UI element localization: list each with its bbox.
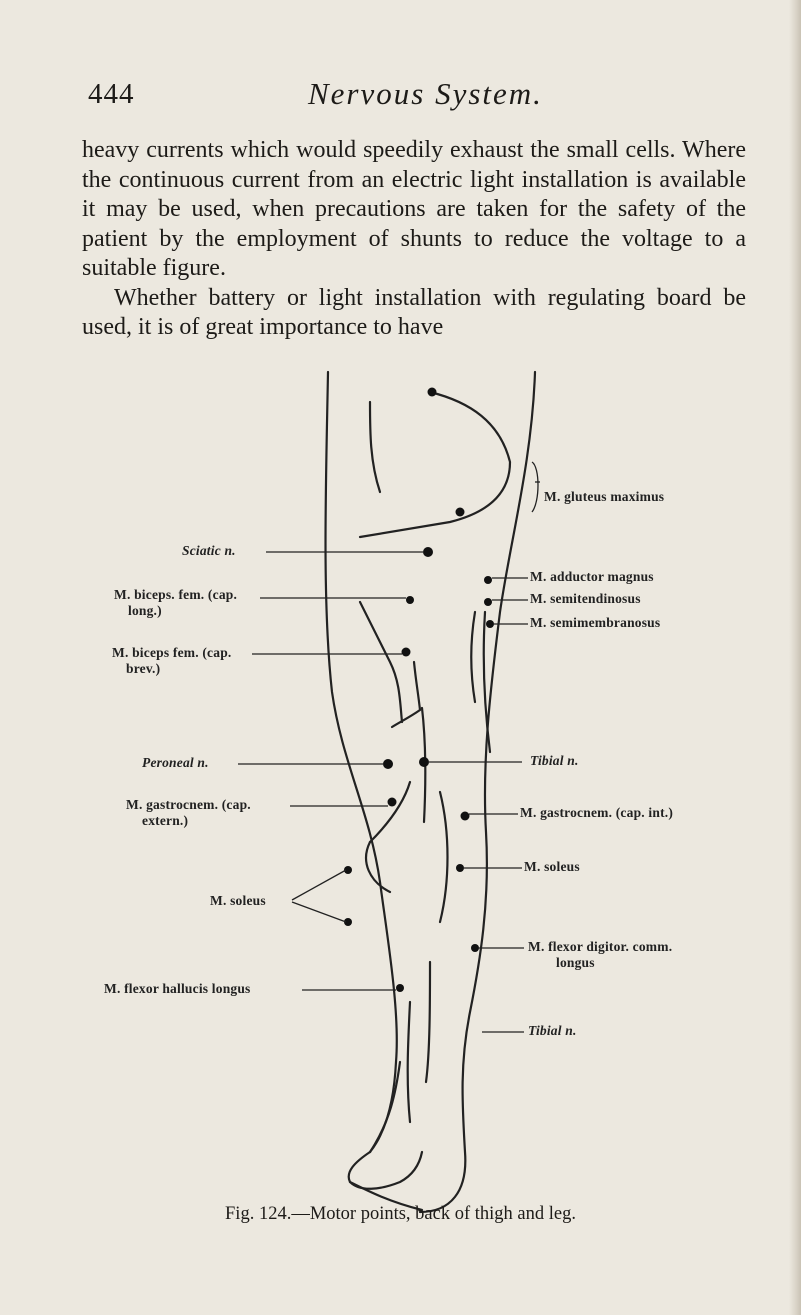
page-edge-shadow xyxy=(789,0,801,1315)
popliteal-line-1 xyxy=(392,662,420,727)
muscle-line-2 xyxy=(360,602,402,722)
gluteal-fold xyxy=(360,392,510,537)
label-flexor-digit-1: M. flexor digitor. comm. xyxy=(528,939,673,954)
body-text xyxy=(82,136,746,343)
label-biceps-brev-2: brev.) xyxy=(126,661,161,676)
motor-point-gluteus-1 xyxy=(428,388,437,397)
label-gastro-ext-2: extern.) xyxy=(142,813,189,828)
motor-point-gluteus-2 xyxy=(456,508,465,517)
heel-outline xyxy=(349,1152,422,1189)
tendon-line-1 xyxy=(408,1002,410,1122)
label-semimembranosus: M. semimembranosus xyxy=(530,615,661,630)
label-gastro-int: M. gastrocnem. (cap. int.) xyxy=(520,805,674,820)
motor-point-biceps-long xyxy=(406,596,414,604)
label-peroneal-nerve: Peroneal n. xyxy=(142,755,209,770)
label-semitendinosus: M. semitendinosus xyxy=(530,591,641,606)
page-number: 444 xyxy=(88,78,135,110)
motor-point-sciatic xyxy=(423,547,433,557)
label-biceps-long-2: long.) xyxy=(128,603,162,618)
motor-point-biceps-brev xyxy=(402,648,411,657)
achilles-line xyxy=(426,962,430,1082)
motor-point-adductor xyxy=(484,576,492,584)
motor-point-tibial xyxy=(419,757,429,767)
leader-soleus-a xyxy=(292,870,346,900)
calf-line-3 xyxy=(440,792,448,922)
motor-point-flexor-hallucis xyxy=(396,984,404,992)
muscle-line-4 xyxy=(484,612,490,752)
label-biceps-long-1: M. biceps. fem. (cap. xyxy=(114,587,238,602)
running-head: Nervous System. xyxy=(308,76,543,111)
figure-124 xyxy=(70,362,750,1242)
label-tibial-nerve-2: Tibial n. xyxy=(528,1023,577,1038)
calf-line-1 xyxy=(370,782,410,842)
motor-point-soleus-right xyxy=(456,864,464,872)
muscle-line-3 xyxy=(471,612,475,702)
label-flexor-hallucis: M. flexor hallucis longus xyxy=(104,981,251,996)
label-gluteus-maximus: M. gluteus maximus xyxy=(544,489,665,504)
label-gastro-ext-1: M. gastrocnem. (cap. xyxy=(126,797,251,812)
label-soleus-right: M. soleus xyxy=(524,859,580,874)
label-tibial-nerve-1: Tibial n. xyxy=(530,753,579,768)
gluteus-bracket xyxy=(532,462,538,512)
motor-point-peroneal xyxy=(383,759,393,769)
page-header xyxy=(88,78,748,118)
label-soleus-left: M. soleus xyxy=(210,893,266,908)
label-flexor-digit-2: longus xyxy=(556,955,595,970)
paragraph-1: heavy currents which would speedily exhaust the small cells. Where the continuous current from an electric light installation is available it may be used, when precautions are taken for the safety of the patient by the employment of shunts to reduce the voltage to a suitable figure. xyxy=(82,137,746,281)
leader-soleus-b xyxy=(292,902,346,922)
muscle-line-1 xyxy=(370,402,380,492)
figure-caption: Fig. 124.—Motor points, back of thigh and leg. xyxy=(225,1204,576,1224)
motor-point-gastro-ext xyxy=(388,798,397,807)
label-biceps-brev-1: M. biceps fem. (cap. xyxy=(112,645,232,660)
motor-point-gastro-int xyxy=(461,812,470,821)
motor-point-semimemb xyxy=(486,620,494,628)
motor-point-semitend xyxy=(484,598,492,606)
leg-outline-right xyxy=(420,372,535,1212)
label-sciatic-nerve: Sciatic n. xyxy=(182,543,236,558)
motor-point-flexor-digit xyxy=(471,944,479,952)
label-adductor-magnus: M. adductor magnus xyxy=(530,569,654,584)
paragraph-2: Whether battery or light installation with regulating board be used, it is of great importance to have xyxy=(82,284,746,340)
